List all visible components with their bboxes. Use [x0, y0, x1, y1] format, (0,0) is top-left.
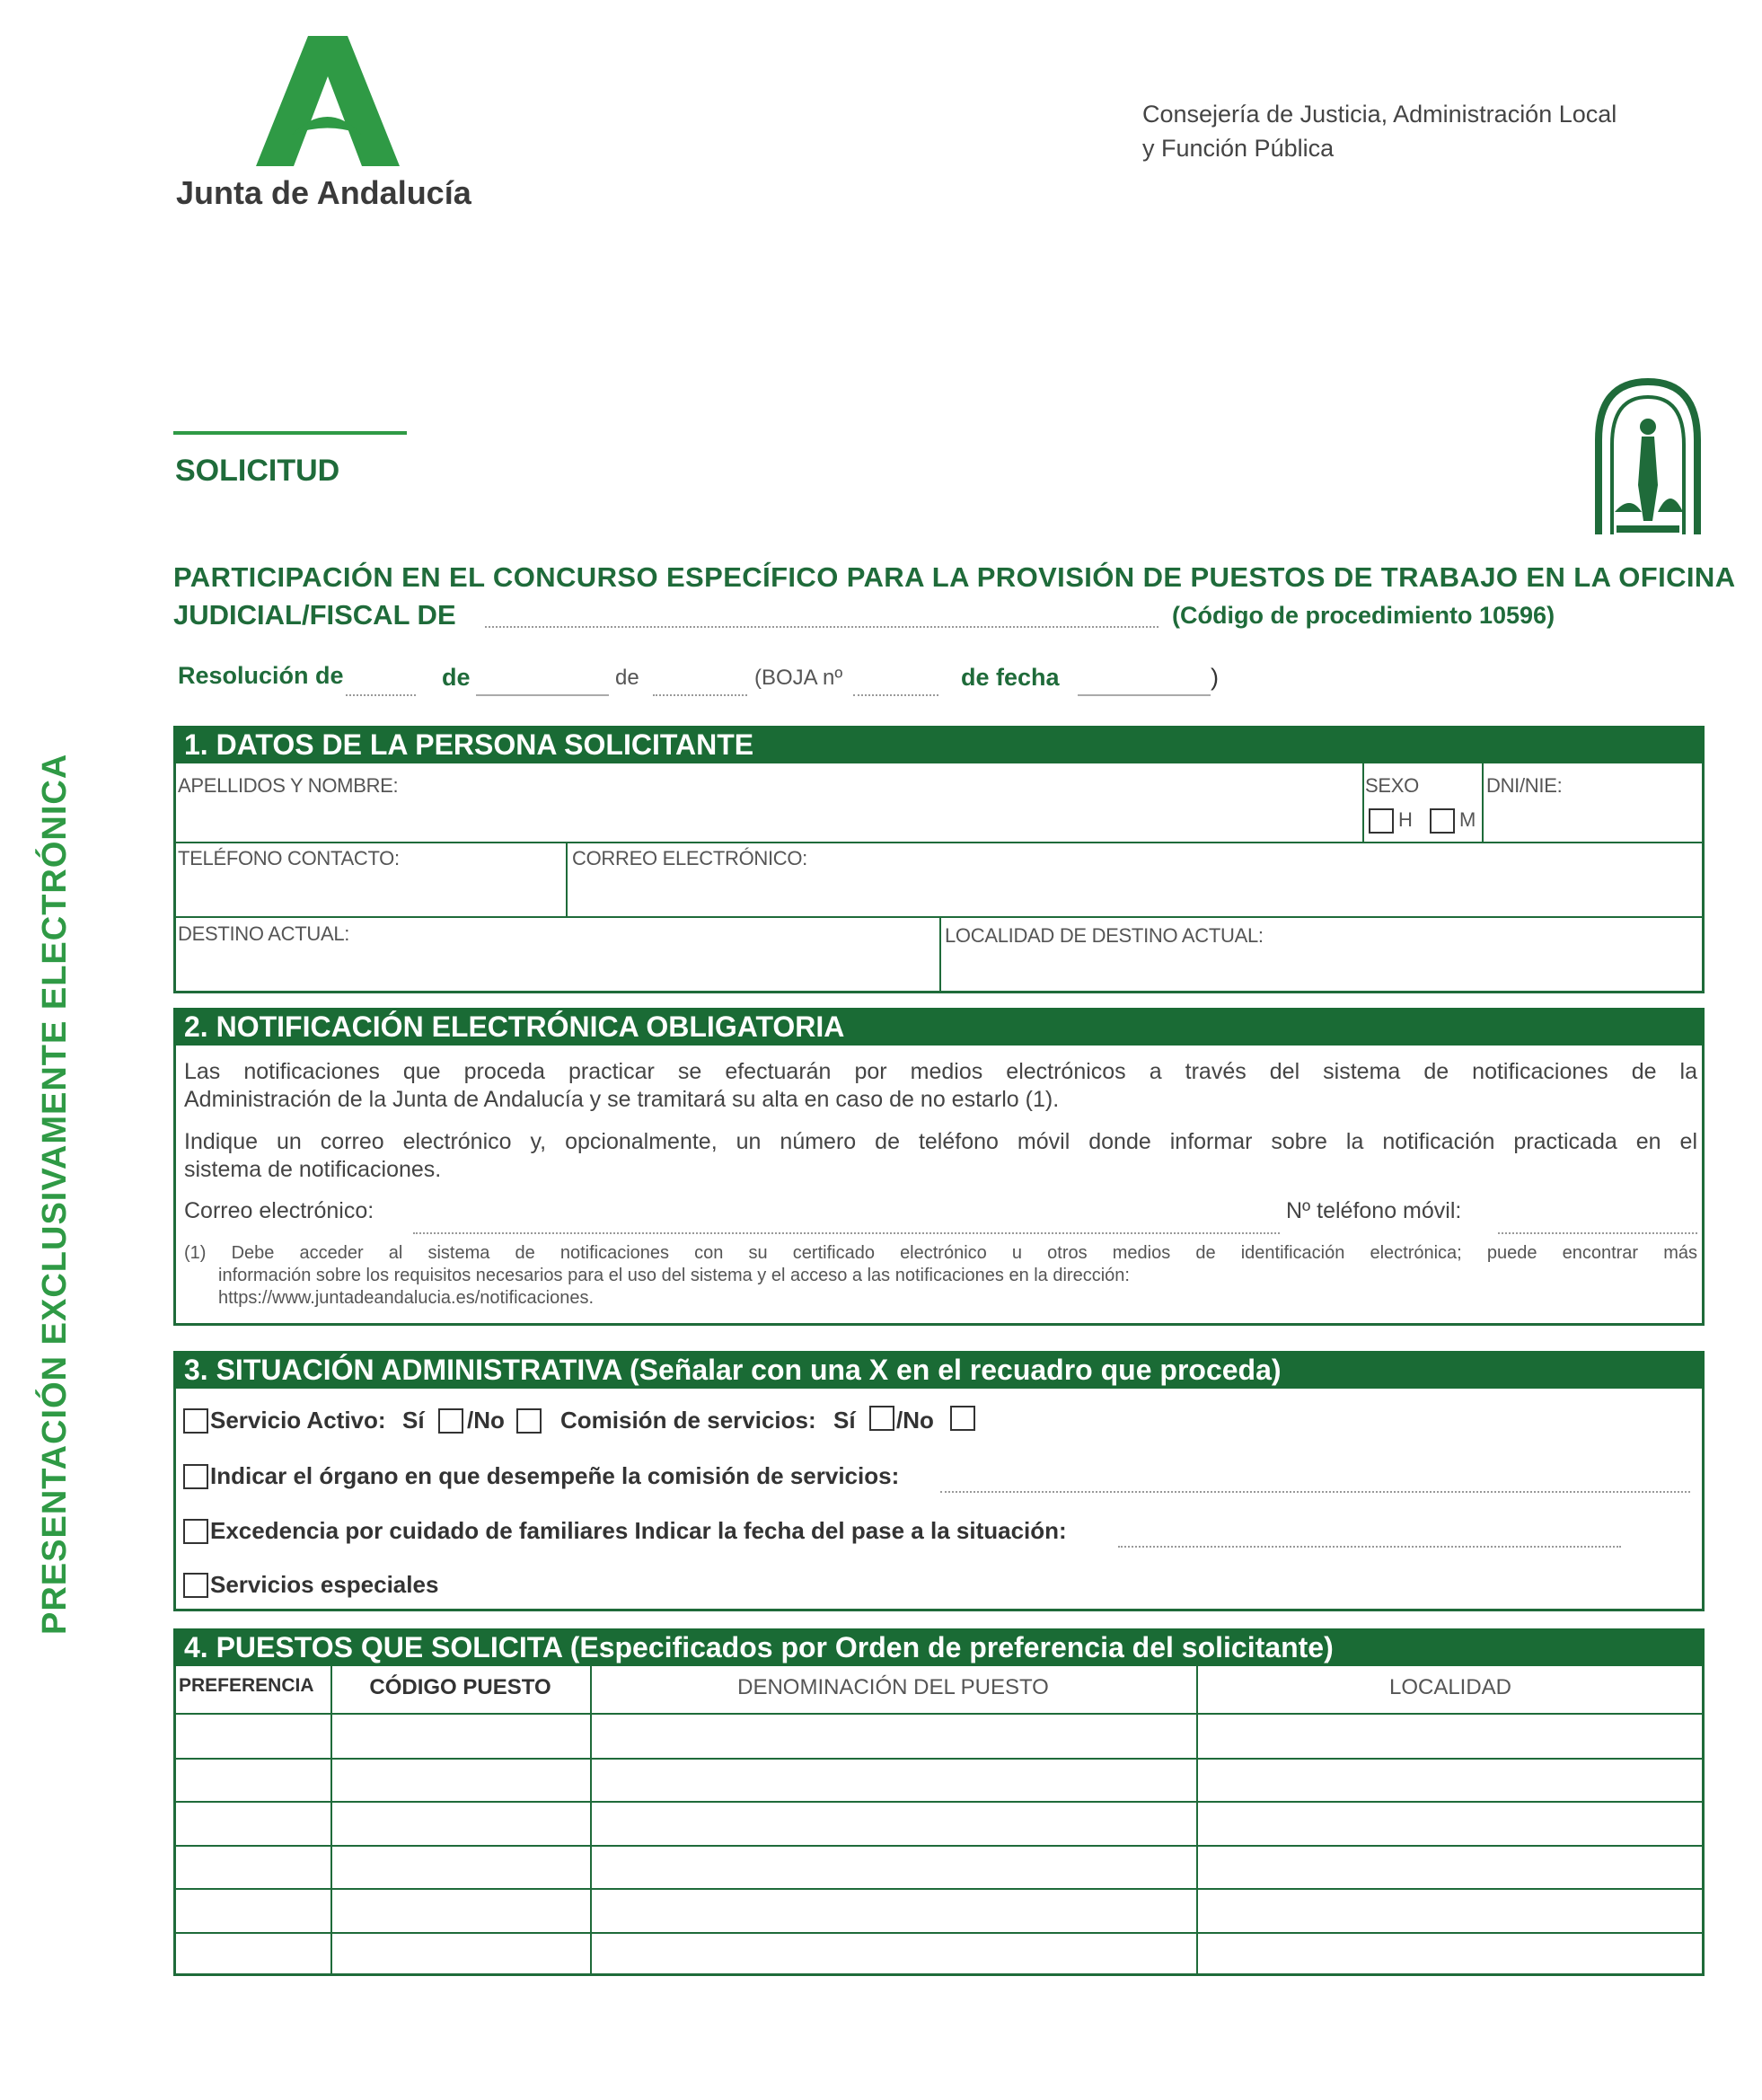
boja-number-field[interactable]: [853, 694, 938, 696]
footnote-line2: información sobre los requisitos necesarios para el uso del sistema y el acceso a las notificaciones en la dirección:: [218, 1266, 1130, 1285]
comision-no-checkbox[interactable]: [950, 1406, 975, 1431]
resolucion-close: ): [1211, 664, 1219, 691]
table-cell[interactable]: [1199, 1760, 1702, 1801]
table-cell[interactable]: [176, 1804, 328, 1844]
s1-vline-sexo: [1362, 763, 1364, 842]
servicios-especiales-checkbox[interactable]: [183, 1573, 208, 1598]
table-cell[interactable]: [593, 1848, 1194, 1888]
notification-p1-line2: Administración de la Junta de Andalucía y se tramitará su alta en caso de no estarlo (1).: [184, 1087, 1060, 1112]
localidad-destino-field[interactable]: LOCALIDAD DE DESTINO ACTUAL:: [945, 924, 1264, 947]
destino-field[interactable]: DESTINO ACTUAL:: [178, 922, 350, 945]
form-kind: SOLICITUD: [175, 454, 340, 488]
junta-logo-icon: [256, 36, 400, 171]
notification-p1-line1: Las notificaciones que proceda practicar se efectuarán por medios electrónicos a través del sistema de notificaciones de la: [184, 1059, 1697, 1084]
oficina-dotted-field[interactable]: [485, 626, 1159, 628]
table-cell[interactable]: [1199, 1716, 1702, 1757]
notification-email-field[interactable]: [413, 1232, 1280, 1234]
table-cell[interactable]: [593, 1716, 1194, 1757]
section1-title: 1. DATOS DE LA PERSONA SOLICITANTE: [173, 726, 1705, 763]
table-row-divider: [173, 1888, 1705, 1890]
telefono-field[interactable]: TELÉFONO CONTACTO:: [178, 847, 400, 869]
sexo-label: SEXO: [1365, 774, 1419, 797]
table-cell[interactable]: [1199, 1891, 1702, 1931]
andalucia-seal-icon: [1590, 377, 1706, 539]
servicio-activo-label: Servicio Activo:: [210, 1407, 386, 1434]
table-col-header: DENOMINACIÓN DEL PUESTO: [737, 1675, 1049, 1699]
comision-label: Comisión de servicios:: [560, 1407, 816, 1434]
department-name: [1142, 97, 1617, 165]
organo-field[interactable]: [940, 1491, 1690, 1493]
table-row-divider: [173, 1758, 1705, 1760]
organo-checkbox[interactable]: [183, 1464, 208, 1489]
table-cell[interactable]: [176, 1760, 328, 1801]
comision-no-label: /No: [896, 1407, 934, 1434]
sexo-m-label: M: [1459, 808, 1476, 831]
procedure-code: (Código de procedimiento 10596): [1172, 602, 1555, 629]
resolucion-de1: de: [442, 664, 471, 691]
table-row-divider: [173, 1845, 1705, 1847]
table-cell[interactable]: [176, 1848, 328, 1888]
servicio-activo-no-label: /No: [467, 1407, 505, 1434]
sexo-m-checkbox[interactable]: [1430, 808, 1455, 834]
table-cell[interactable]: [1199, 1804, 1702, 1844]
excedencia-label: Excedencia por cuidado de familiares Indicar la fecha del pase a la situación:: [210, 1517, 1067, 1544]
comision-si-checkbox[interactable]: [869, 1406, 894, 1431]
section3-title: 3. SITUACIÓN ADMINISTRATIVA (Señalar con una X en el recuadro que proceda): [173, 1351, 1705, 1389]
table-cell[interactable]: [176, 1891, 328, 1931]
table-cell[interactable]: [333, 1760, 587, 1801]
table-col-header: CÓDIGO PUESTO: [369, 1675, 551, 1699]
servicios-especiales-label: Servicios especiales: [210, 1571, 439, 1598]
table-col-header: LOCALIDAD: [1388, 1675, 1512, 1699]
form-title-line1: PARTICIPACIÓN EN EL CONCURSO ESPECÍFICO PARA LA PROVISIÓN DE PUESTOS DE TRABAJO EN LA OFICINA: [173, 561, 1736, 593]
table-cell[interactable]: [1199, 1935, 1702, 1975]
notification-p2-line2: sistema de notificaciones.: [184, 1157, 442, 1182]
table-row-divider: [173, 1801, 1705, 1803]
servicio-activo-no-checkbox[interactable]: [516, 1408, 542, 1434]
table-cell[interactable]: [593, 1760, 1194, 1801]
resolucion-label: Resolución de: [178, 662, 344, 689]
resolucion-day-field[interactable]: [346, 694, 416, 696]
excedencia-date-field[interactable]: [1118, 1546, 1621, 1548]
sexo-h-checkbox[interactable]: [1369, 808, 1394, 834]
department-line1: Consejería de Justicia, Administración Local: [1142, 101, 1617, 128]
s1-row-line1: [173, 842, 1705, 843]
notification-phone-label: Nº teléfono móvil:: [1286, 1198, 1462, 1223]
servicio-activo-si-label: Sí: [402, 1407, 425, 1434]
organo-label: Indicar el órgano en que desempeñe la comisión de servicios:: [210, 1462, 900, 1489]
table-cell[interactable]: [176, 1716, 328, 1757]
correo-field[interactable]: CORREO ELECTRÓNICO:: [572, 847, 807, 869]
dni-field[interactable]: DNI/NIE:: [1486, 774, 1563, 797]
brand-name: Junta de Andalucía: [176, 174, 471, 211]
table-col-header: PREFERENCIA: [179, 1675, 314, 1696]
comision-si-label: Sí: [833, 1407, 856, 1434]
section2-title: 2. NOTIFICACIÓN ELECTRÓNICA OBLIGATORIA: [173, 1008, 1705, 1046]
form-title-line2: JUDICIAL/FISCAL DE: [173, 599, 456, 631]
notification-email-label: Correo electrónico:: [184, 1198, 374, 1223]
s1-vline-localidad: [939, 916, 941, 993]
apellidos-field[interactable]: APELLIDOS Y NOMBRE:: [178, 774, 399, 797]
resolucion-month-field[interactable]: [476, 694, 609, 696]
table-cell[interactable]: [333, 1716, 587, 1757]
sexo-h-label: H: [1398, 808, 1413, 831]
servicio-activo-checkbox[interactable]: [183, 1408, 208, 1434]
resolucion-year-field[interactable]: [653, 694, 747, 696]
boja-date-field[interactable]: [1078, 694, 1211, 696]
footnote-line3[interactable]: https://www.juntadeandalucia.es/notificaciones.: [218, 1288, 595, 1308]
table-cell[interactable]: [593, 1935, 1194, 1975]
servicio-activo-si-checkbox[interactable]: [438, 1408, 463, 1434]
table-cell[interactable]: [333, 1848, 587, 1888]
s1-vline-dni: [1482, 763, 1484, 842]
table-cell[interactable]: [333, 1891, 587, 1931]
de-fecha-label: de fecha: [961, 664, 1060, 691]
footnote-line1: (1) Debe acceder al sistema de notificaciones con su certificado electrónico u otros medios de identificación electrónica; puede encontrar más: [184, 1243, 1697, 1263]
side-presentation-text: PRESENTACIÓN EXCLUSIVAMENTE ELECTRÓNICA: [36, 753, 74, 1635]
resolucion-de2: de: [615, 666, 639, 690]
excedencia-checkbox[interactable]: [183, 1519, 208, 1544]
table-cell[interactable]: [593, 1891, 1194, 1931]
boja-label: (BOJA nº: [754, 666, 843, 690]
section4-title: 4. PUESTOS QUE SOLICITA (Especificados por Orden de preferencia del solicitante): [173, 1628, 1705, 1666]
notification-phone-field[interactable]: [1498, 1232, 1697, 1234]
notification-p2-line1: Indique un correo electrónico y, opcionalmente, un número de teléfono móvil donde informar sobre la notificación practicada en el: [184, 1129, 1697, 1154]
table-row-divider: [173, 1932, 1705, 1934]
table-header-divider: [173, 1713, 1705, 1715]
solicitud-rule: [173, 431, 407, 435]
s1-vline-correo: [566, 842, 568, 916]
department-line2: y Función Pública: [1142, 135, 1335, 162]
notification-paragraph2: [184, 1128, 1697, 1184]
table-cell[interactable]: [333, 1804, 587, 1844]
table-cell[interactable]: [333, 1935, 587, 1975]
notification-paragraph1: [184, 1058, 1697, 1114]
table-cell[interactable]: [593, 1804, 1194, 1844]
notification-footnote: [184, 1242, 1697, 1310]
table-cell[interactable]: [176, 1935, 328, 1975]
table-cell[interactable]: [1199, 1848, 1702, 1888]
